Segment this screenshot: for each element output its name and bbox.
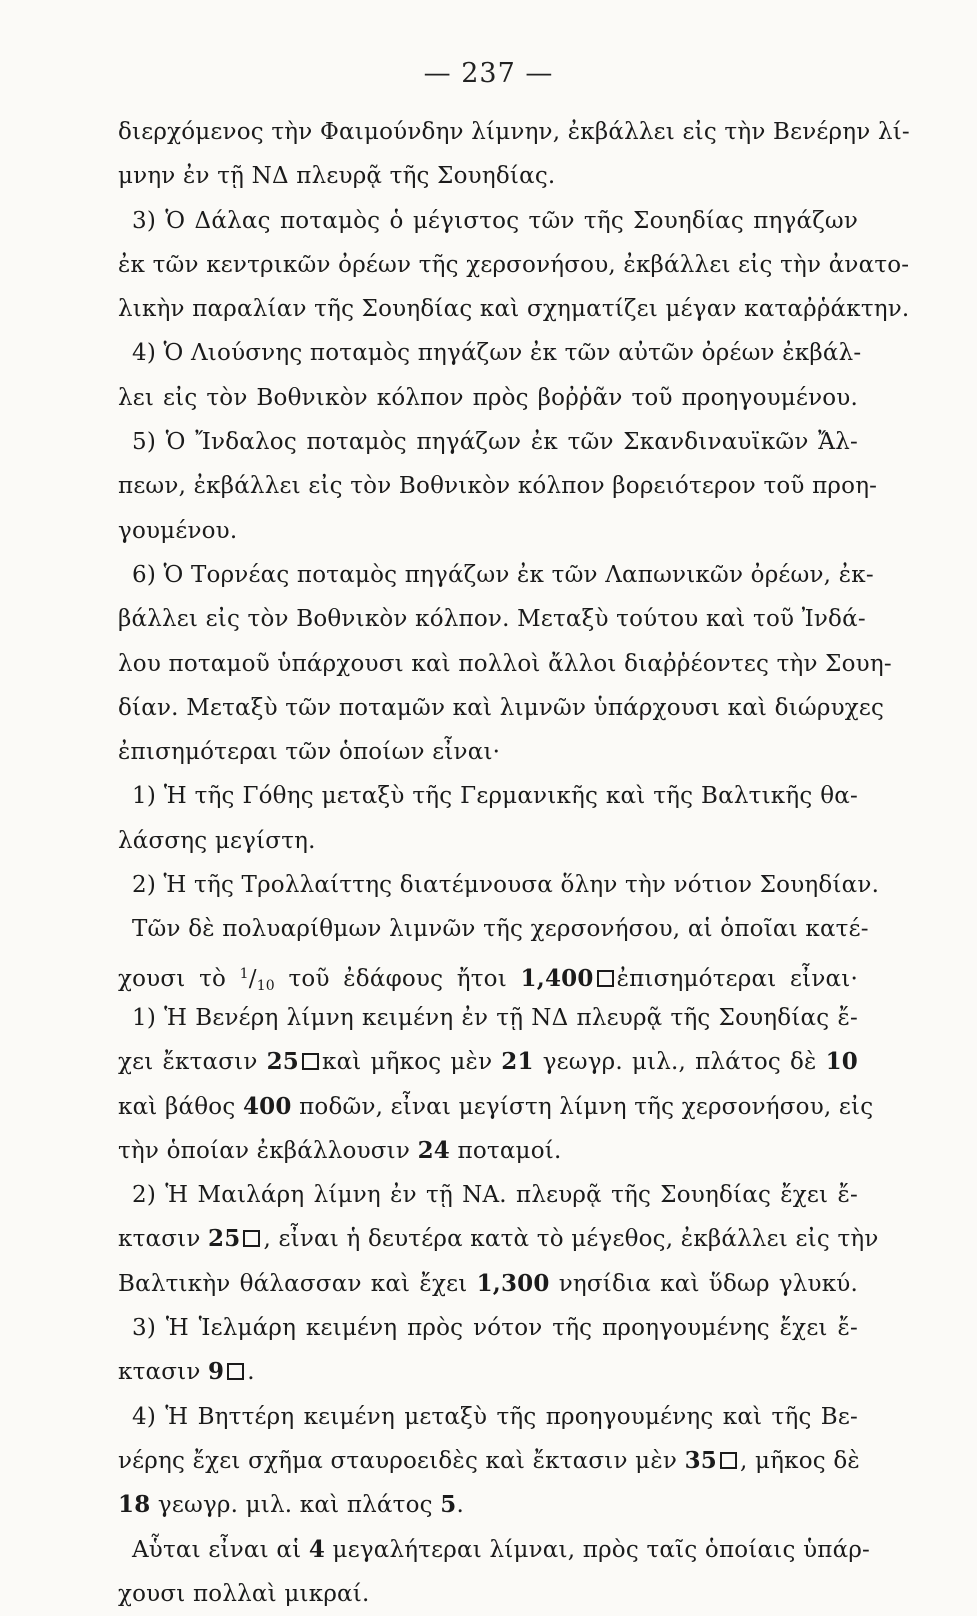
text-line [118, 642, 892, 686]
text-run: λου ποταμοῦ ὑπάρχουσι καὶ πολλοὶ ἄλλοι διαῤῥέοντες τὴν Σουη- [118, 650, 892, 677]
text-line [118, 952, 858, 996]
numeric-value: 1,400 [520, 964, 594, 992]
text-run: , μῆκος δὲ [739, 1447, 860, 1474]
square-unit-icon [227, 1363, 244, 1380]
text-run: λάσσης μεγίστη. [118, 827, 316, 854]
text-run: ἐπισημότεραι εἶναι· [616, 965, 858, 992]
text-line [118, 376, 858, 420]
text-run: 4) Ὁ Λιούσνης ποταμὸς πηγάζων ἐκ τῶν αὐτῶν ὀρέων ἐκβάλ- [132, 340, 862, 367]
text-run: λικὴν παραλίαν τῆς Σουηδίας καὶ σχηματίζει μέγαν καταῤῥάκτην. [118, 296, 910, 323]
text-run: βάλλει εἰς τὸν Βοθνικὸν κόλπον. Μεταξὺ τούτου καὶ τοῦ Ἰνδά- [118, 606, 866, 633]
text-run: Τῶν δὲ πολυαρίθμων λιμνῶν τῆς χερσονήσου, αἱ ὁποῖαι κατέ- [132, 916, 869, 943]
text-run: Αὗται εἶναι αἱ [132, 1536, 309, 1563]
text-run: 4) Ἡ Βηττέρη κειμένη μεταξὺ τῆς προηγουμένης καὶ τῆς Βε- [132, 1403, 858, 1430]
text-line [118, 243, 910, 287]
text-line [118, 819, 858, 863]
text-run: μνην ἐν τῇ ΝΔ πλευρᾷ τῆς Σουηδίας. [118, 163, 556, 190]
text-run: γουμένου. [118, 517, 238, 544]
numeric-value: 21 [501, 1048, 534, 1076]
text-line [118, 1085, 874, 1129]
text-line [118, 1040, 858, 1084]
numeric-value: 1,300 [476, 1269, 550, 1297]
text-run: ἐκ τῶν κεντρικῶν ὀρέων τῆς χερσονήσου, ἐκβάλλει εἰς τὴν ἀνατο- [118, 251, 910, 278]
numeric-value: 25 [266, 1048, 299, 1076]
text-line [118, 287, 910, 331]
text-line [118, 774, 858, 818]
numeric-value: 24 [417, 1136, 451, 1164]
text-line [118, 1306, 858, 1350]
text-run: γεωγρ. μιλ., πλάτος δὲ [533, 1049, 826, 1076]
text-line [118, 907, 869, 951]
text-run: ἐπισημότεραι τῶν ὁποίων εἶναι· [118, 739, 501, 766]
text-run: τὴν ὁποίαν ἐκβάλλουσιν [118, 1137, 418, 1164]
text-line [118, 553, 874, 597]
square-unit-icon [302, 1053, 319, 1070]
numeric-value: 10 [825, 1048, 858, 1076]
text-run: . [456, 1492, 464, 1519]
text-line [118, 1217, 879, 1261]
numeric-value: 35 [684, 1446, 717, 1474]
text-run: χει ἔκτασιν [118, 1049, 267, 1076]
text-line [118, 1483, 858, 1527]
square-unit-icon [720, 1452, 737, 1469]
square-unit-icon [243, 1230, 260, 1247]
fraction-denominator: 10 [256, 977, 275, 994]
text-line [118, 464, 878, 508]
text-line [118, 420, 858, 464]
numeric-value: 18 [118, 1491, 151, 1519]
numeric-value: 4 [308, 1535, 326, 1563]
text-run: λει εἰς τὸν Βοθνικὸν κόλπον πρὸς βοῤῥᾶν τοῦ προηγουμένου. [118, 384, 858, 411]
numeric-value: 400 [242, 1092, 292, 1120]
text-line [118, 686, 885, 730]
text-run: κτασιν [118, 1359, 209, 1386]
text-run: πεων, ἐκβάλλει εἰς τὸν Βοθνικὸν κόλπον βορειότερον τοῦ προη- [118, 473, 878, 500]
square-unit-icon [597, 970, 614, 987]
text-line [118, 509, 858, 553]
text-run: 2) Ἡ τῆς Τρολλαίττης διατέμνουσα ὅλην τὴν νότιον Σουηδίαν. [132, 872, 880, 899]
text-run: κτασιν [118, 1226, 209, 1253]
page-number: — 237 — [423, 58, 554, 89]
text-run: μεγαλήτεραι λίμναι, πρὸς ταῖς ὁποίαις ὑπάρ- [325, 1536, 871, 1563]
text-run: 1) Ἡ τῆς Γόθης μεταξὺ τῆς Γερμανικῆς καὶ τῆς Βαλτικῆς θα- [132, 783, 858, 810]
text-line [118, 730, 858, 774]
text-line [118, 1173, 858, 1217]
numeric-value: 9 [208, 1358, 225, 1386]
text-run: χουσι τὸ [118, 965, 240, 992]
text-run: , εἶναι ἡ δευτέρα κατὰ τὸ μέγεθος, ἐκβάλλει εἰς τὴν [263, 1226, 879, 1253]
text-line [118, 1129, 858, 1173]
text-line [118, 110, 910, 154]
text-run: 1) Ἡ Βενέρη λίμνη κειμένη ἐν τῇ ΝΔ πλευρᾷ τῆς Σουηδίας ἔ- [132, 1004, 858, 1031]
text-run: 3) Ἡ Ἱελμάρη κειμένη πρὸς νότον τῆς προηγουμένης ἔχει ἔ- [132, 1315, 858, 1342]
text-run: διερχόμενος τὴν Φαιμούνδην λίμνην, ἐκβάλλει εἰς τὴν Βενέρην λί- [118, 119, 910, 145]
text-line [118, 1439, 858, 1483]
text-line [118, 1262, 858, 1306]
text-run: ποδῶν, εἶναι μεγίστη λίμνη τῆς χερσονήσου, εἰς [291, 1093, 874, 1120]
text-run: καὶ μῆκος μὲν [322, 1049, 502, 1076]
text-run: 6) Ὁ Τορνέας ποταμὸς πηγάζων ἐκ τῶν Λαπωνικῶν ὀρέων, ἐκ- [132, 561, 874, 588]
body-text [118, 110, 910, 1616]
text-line [118, 1350, 858, 1394]
text-line [118, 863, 880, 907]
text-run: 2) Ἡ Μαιλάρη λίμνη ἐν τῇ ΝΑ. πλευρᾷ τῆς Σουηδίας ἔχει ἔ- [132, 1182, 858, 1209]
text-run: δίαν. Μεταξὺ τῶν ποταμῶν καὶ λιμνῶν ὑπάρχουσι καὶ διώρυχες [118, 694, 885, 721]
text-run: χουσι πολλαὶ μικραί. [118, 1580, 370, 1607]
fraction-numerator: 1 [239, 965, 249, 982]
text-line [118, 1528, 871, 1572]
text-run: Βαλτικὴν θάλασσαν καὶ ἔχει [118, 1270, 477, 1297]
text-run: νέρης ἔχει σχῆμα σταυροειδὲς καὶ ἔκτασιν μὲν [118, 1447, 685, 1474]
text-line [118, 996, 858, 1040]
text-run: γεωγρ. μιλ. καὶ πλάτος [150, 1492, 441, 1519]
text-line [118, 1572, 858, 1616]
text-line [118, 1395, 858, 1439]
text-line [118, 154, 858, 198]
text-line [118, 331, 862, 375]
text-run: 5) Ὁ Ἴνδαλος ποταμὸς πηγάζων ἐκ τῶν Σκανδιναυϊκῶν Ἄλ- [132, 429, 858, 456]
text-run: καὶ βάθος [118, 1093, 243, 1120]
text-line [118, 597, 866, 641]
text-line [118, 199, 858, 243]
text-run: ποταμοί. [450, 1137, 562, 1164]
text-run: τοῦ ἐδάφους ἤτοι [274, 965, 521, 992]
numeric-value: 5 [440, 1491, 457, 1519]
numeric-value: 25 [208, 1225, 241, 1253]
text-run: . [247, 1359, 255, 1386]
text-run: / [248, 965, 257, 992]
text-run: 3) Ὁ Δάλας ποταμὸς ὁ μέγιστος τῶν τῆς Σουηδίας πηγάζων [132, 207, 858, 234]
text-run: νησίδια καὶ ὕδωρ γλυκύ. [549, 1270, 858, 1297]
